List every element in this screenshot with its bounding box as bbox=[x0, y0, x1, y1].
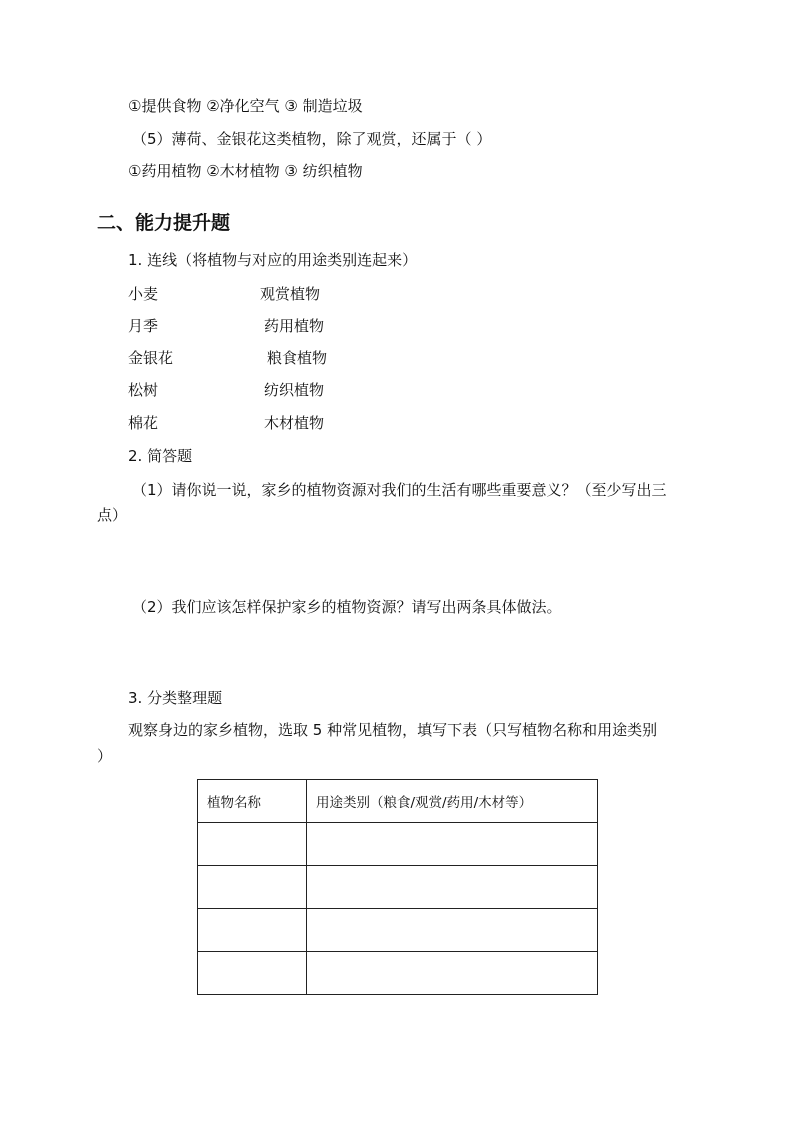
table-row bbox=[198, 823, 598, 866]
q5-question: （5）薄荷、金银花这类植物，除了观赏，还属于（ ） bbox=[132, 130, 492, 148]
match-left-item: 月季 bbox=[128, 317, 159, 335]
table-cell-plant-name[interactable] bbox=[198, 823, 307, 866]
q2-sub1-line2: 点） bbox=[97, 506, 128, 524]
q5-options: ①药用植物 ②木材植物 ③ 纺织植物 bbox=[128, 162, 363, 180]
match-right-item: 木材植物 bbox=[264, 414, 325, 432]
match-left-item: 小麦 bbox=[128, 285, 159, 303]
table-cell-usage-category[interactable] bbox=[307, 866, 598, 909]
table-row bbox=[198, 866, 598, 909]
classification-table bbox=[197, 779, 598, 995]
match-right-item: 观赏植物 bbox=[260, 285, 321, 303]
table-cell-plant-name[interactable] bbox=[198, 909, 307, 952]
table-cell-usage-category[interactable] bbox=[307, 952, 598, 995]
q2-sub1-line1: （1）请你说一说，家乡的植物资源对我们的生活有哪些重要意义？（至少写出三 bbox=[132, 481, 667, 499]
section-title: 二、能力提升题 bbox=[97, 212, 231, 234]
q3-heading: 3. 分类整理题 bbox=[128, 689, 223, 707]
q3-instruction-line2: ） bbox=[97, 747, 113, 765]
q1-heading: 1. 连线（将植物与对应的用途类别连起来） bbox=[128, 251, 418, 269]
table-row bbox=[198, 909, 598, 952]
table-header-cell: 植物名称 bbox=[198, 780, 307, 823]
q2-sub2: （2）我们应该怎样保护家乡的植物资源？请写出两条具体做法。 bbox=[132, 598, 562, 616]
match-right-item: 粮食植物 bbox=[267, 349, 328, 367]
match-right-item: 药用植物 bbox=[264, 317, 325, 335]
match-right-item: 纺织植物 bbox=[264, 381, 325, 399]
q2-heading: 2. 简答题 bbox=[128, 447, 193, 465]
match-left-item: 金银花 bbox=[128, 349, 174, 367]
table-header-cell: 用途类别（粮食/观赏/药用/木材等） bbox=[307, 780, 598, 823]
table-cell-usage-category[interactable] bbox=[307, 909, 598, 952]
table-cell-plant-name[interactable] bbox=[198, 866, 307, 909]
q3-instruction-line1: 观察身边的家乡植物，选取 5 种常见植物，填写下表（只写植物名称和用途类别 bbox=[128, 721, 658, 739]
table-cell-usage-category[interactable] bbox=[307, 823, 598, 866]
match-left-item: 棉花 bbox=[128, 414, 159, 432]
q4-options: ①提供食物 ②净化空气 ③ 制造垃圾 bbox=[128, 97, 363, 115]
table-row bbox=[198, 952, 598, 995]
table-cell-plant-name[interactable] bbox=[198, 952, 307, 995]
table-header-row bbox=[198, 780, 598, 823]
match-left-item: 松树 bbox=[128, 381, 159, 399]
